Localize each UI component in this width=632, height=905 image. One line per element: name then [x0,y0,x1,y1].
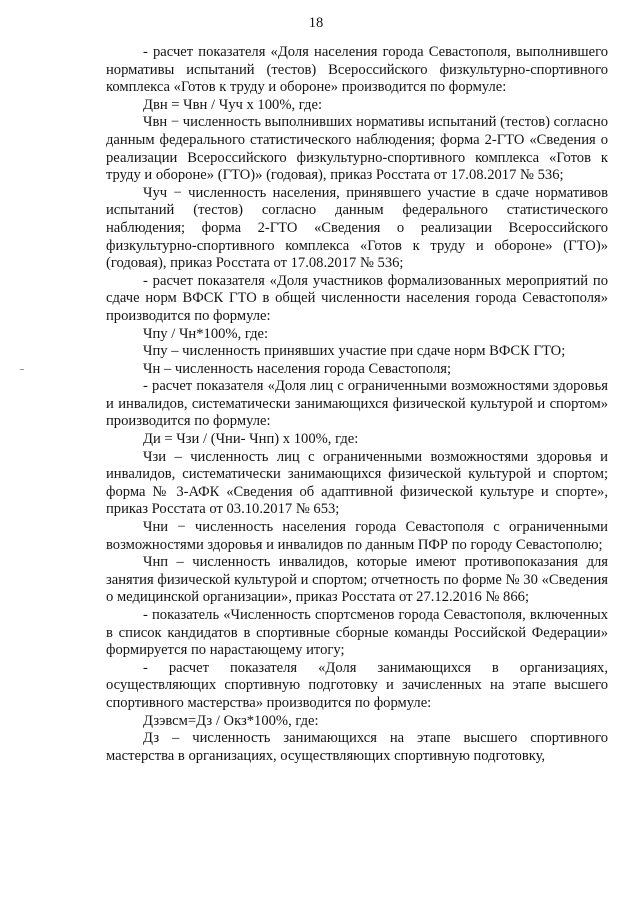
paragraph-chn-definition: Чн – численность населения города Севастополя; [143,360,452,377]
document-body [106,44,608,765]
formula-dvn: Двн = Чвн / Чуч х 100%, где: [143,96,322,113]
paragraph-chnp-definition: Чнп – численность инвалидов, которые имеют противопоказания для занятия физической культурой и спортом; отчетность по форме № 30 «Сведения о медицинской организации», приказ Росстата от 27.12.2016 № 866; [106,554,608,606]
formula-dzevsm: Дзэвсм=Дз / Окз*100%, где: [143,712,319,729]
paragraph-dz-definition: Дз – численность занимающихся на этапе высшего спортивного мастерства в организациях, осуществляющих спортивную подготовку, [106,730,608,764]
paragraph-indicator-disabled-sport: - расчет показателя «Доля лиц с ограниченными возможностями здоровья и инвалидов, систематически занимающихся физической культурой и спортом» производится по формуле: [106,378,608,430]
page-number: 18 [308,15,324,31]
paragraph-indicator-higher-mastery: - расчет показателя «Доля занимающихся в организациях, осуществляющих спортивную подготовку и зачисленных на этапе высшего спортивного мастерства» производится по формуле: [106,659,608,711]
paragraph-chzi-definition: Чзи – численность лиц с ограниченными возможностями здоровья и инвалидов, систематически занимающихся физической культурой и спортом; форма № 3-АФК «Сведения об адаптивной физической культуре и спорте», приказ Росстата от 03.10.2017 № 653; [106,448,608,518]
paragraph-chvn-definition: Чвн − численность выполнивших нормативы испытаний (тестов) согласно данным федерального статистического наблюдения; форма 2-ГТО «Сведения о реализации Всероссийского физкультурно-спортивного комплекса «Готов к труду и обороне» (ГТО)» (годовая), приказ Росстата от 17.08.2017 № 536; [106,114,608,184]
margin-mark [20,369,24,370]
paragraph-chuch-definition: Чуч − численность населения, принявшего участие в сдаче нормативов испытаний (тестов) согласно данным федерального статистического наблюдения; форма 2-ГТО «Сведения о реализации Всероссийского физкультурно-спортивного комплекса «Готов к труду и обороне» (ГТО)» (годовая), приказ Росстата от 17.08.2017 № 536; [106,184,608,272]
paragraph-chpu-definition: Чпу – численность принявших участие при сдаче норм ВФСК ГТО; [143,343,566,360]
paragraph-indicator-national-team-candidates: - показатель «Численность спортсменов города Севастополя, включенных в список кандидатов в спортивные сборные команды Российской Федерации» формируется по нарастающему итогу; [106,607,608,659]
paragraph-chni-definition: Чни − численность населения города Севастополя с ограниченными возможностями здоровья и инвалидов по данным ПФР по городу Севастополю; [106,519,608,553]
formula-di: Ди = Чзи / (Чни- Чнп) х 100%, где: [143,431,359,448]
paragraph-indicator-gto-participants: - расчет показателя «Доля участников формализованных мероприятий по сдаче норм ВФСК ГТО в общей численности населения города Севастополя» производится по формуле: [106,272,608,324]
formula-chpu: Чпу / Чн*100%, где: [143,325,269,342]
paragraph-indicator-gto-completion: - расчет показателя «Доля населения города Севастополя, выполнившего нормативы испытаний (тестов) Всероссийского физкультурно-спортивного комплекса «Готов к труду и обороне» производится по формуле: [106,44,608,96]
